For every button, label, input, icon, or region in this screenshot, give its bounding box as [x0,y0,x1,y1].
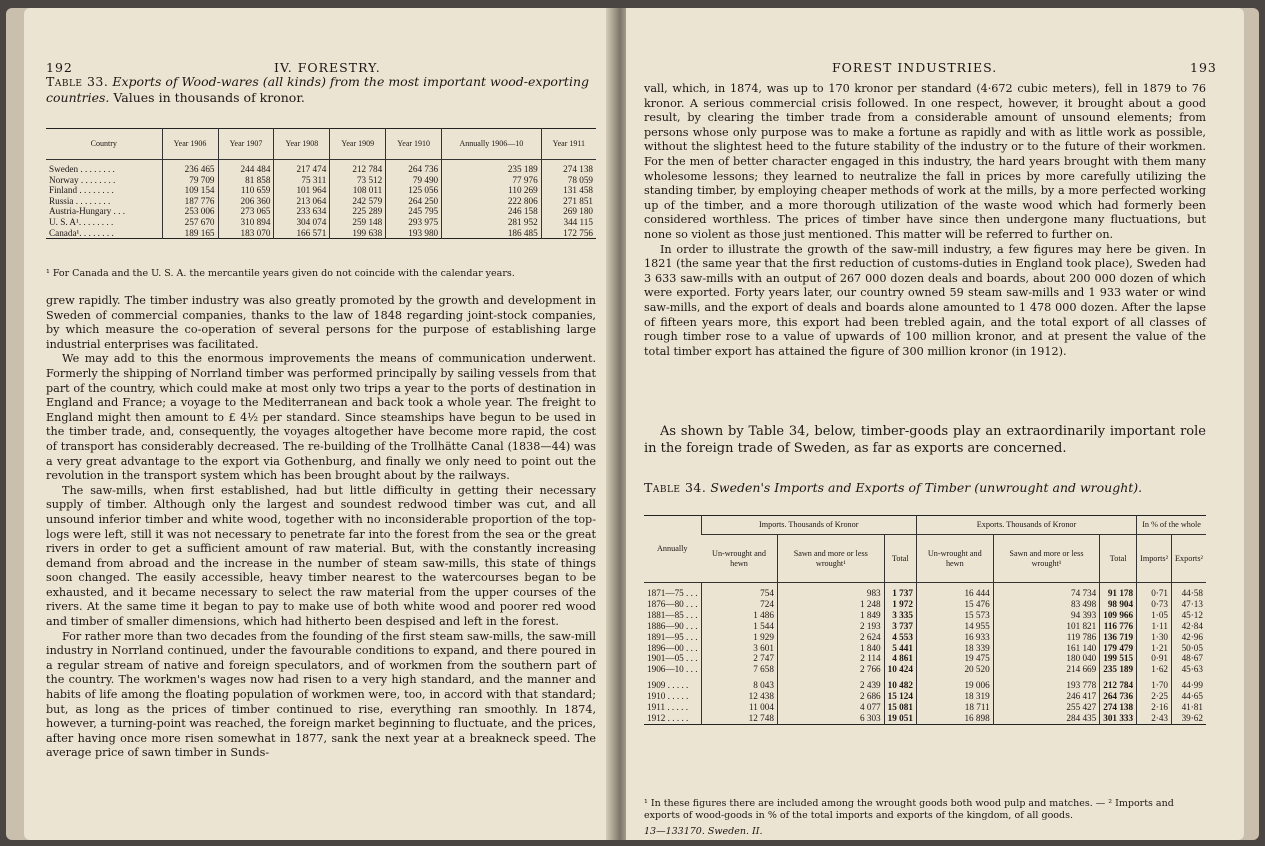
table-cell: 4 553 [884,632,916,643]
right-page [626,8,1244,840]
paragraph: For rather more than two decades from the founding of the first steam saw-mills, the saw-mill industry in Norrland continued, under the favourable conditions to expand, and there poured in a regular stream of native and foreign speculators, and of workmen from the southern part of the country. The workmen's wages now had risen to a very high standard, and the manner and habits of life among the floating population of workmen were, too, in accord with that standard; but, as long as the prices of timber continued to rise, everything ran smoothly. In 1874, however, a turning-point was reached, the foreign market beginning to fluctuate, and the prices, after having once more risen somewhat in 1877, sank the next year at a breakneck speed. The average price of sawn timber in Sunds- [46,629,596,760]
row-label: 1891—95 . . . [647,631,698,642]
table-cell: 109 966 [1100,610,1137,621]
table-row [46,217,596,228]
table-cell: 44·99 [1172,675,1206,691]
table-cell: 19 006 [916,675,993,691]
table-33-label: Table 33. [46,74,109,89]
paragraph: We may add to this the enormous improvements the means of communication underwent. Formerly the shipping of Norrland timber was performed principally by sailing vessels from that part of the country, which could make at most only two trips a year to the ports of destination in England and France; a voyage to the Mediterranean and back took a whole year. The freight to England might then amount to £ 4½ per standard. Since steamships have begun to be used in the timber trade, and, consequently, the voyages altogether have become more rapid, the cost of transport has considerably decreased. The re-building of the Trollhätte Canal (1838—44) was a very great advantage to the export via Gothenburg, and finally we only need to point out the revolution in the transport system which has been brought about by the railways. [46,352,596,483]
table-cell: 11 004 [701,702,777,713]
table-cell: 81 858 [218,175,274,186]
col-header: Imports² [1137,535,1172,583]
table-cell: 1·30 [1137,632,1172,643]
table-cell: 199 638 [330,228,386,239]
table-cell: 7 658 [701,664,777,675]
row-label: Finland . . . . . . . . [49,185,114,196]
table-cell: 281 952 [442,217,542,228]
table-cell: 78 059 [541,175,596,186]
page-number: 192 [46,60,73,75]
col-header: Year 1907 [218,129,274,160]
table-34 [644,515,1206,725]
table-cell: 271 851 [541,196,596,207]
table-cell: 2 686 [777,691,884,702]
table-cell: 754 [701,583,777,599]
table-cell: 257 670 [162,217,218,228]
group-header-imports: Imports. Thousands of Kronor [701,516,916,535]
table-cell: 187 776 [162,196,218,207]
row-label: 1881—85 . . . [647,609,698,620]
table-cell: 246 158 [442,206,542,217]
table-cell: 42·96 [1172,632,1206,643]
table-cell: 225 289 [330,206,386,217]
table-row [644,702,1206,713]
col-header: Un-wrought and hewn [916,535,993,583]
table-row [46,175,596,186]
table-cell: 304 074 [274,217,330,228]
table-cell: 41·81 [1172,702,1206,713]
row-label: U. S. A¹. . . . . . . . [49,216,114,227]
table-cell: 101 821 [993,621,1100,632]
col-header: Sawn and more or less wrought¹ [993,535,1100,583]
row-label: 1910 . . . . . [647,691,689,702]
row-label: Russia . . . . . . . . [49,195,111,206]
table-cell: 344 115 [541,217,596,228]
table-cell: 136 719 [1100,632,1137,643]
table-cell: 253 006 [162,206,218,217]
table-cell: 217 474 [274,160,330,175]
running-head: FOREST INDUSTRIES. [832,60,998,75]
table-cell: 212 784 [330,160,386,175]
right-body-text [644,82,1206,359]
col-header: Exports² [1172,535,1206,583]
table-34-footnote: ¹ In these figures there are included among the wrought goods both wood pulp and matches. — ² Imports and exports of wood-goods in % of the total imports and exports of the kingdom, of all goods. [644,798,1174,821]
table-cell: 15 573 [916,610,993,621]
row-label: 1912 . . . . . [647,712,689,723]
table-cell: 14 955 [916,621,993,632]
table-cell: 246 417 [993,691,1100,702]
table-cell: 259 148 [330,217,386,228]
row-label: Canada¹. . . . . . . . [49,227,114,238]
table-cell: 0·73 [1137,599,1172,610]
table-34-lead: As shown by Table 34, below, timber-goods play an extraordinarily important role in the foreign trade of Sweden, as far as exports are concerned. [644,424,1206,456]
table-33-caption [46,74,596,106]
table-cell: 0·71 [1137,583,1172,599]
row-label: Austria-Hungary . . . [49,206,126,217]
table-cell: 2 114 [777,653,884,664]
table-cell: 48·67 [1172,653,1206,664]
table-row [644,632,1206,643]
table-cell: 3 335 [884,610,916,621]
table-cell: 264 736 [1100,691,1137,702]
table-cell: 235 189 [442,160,542,175]
table-cell: 12 438 [701,691,777,702]
table-cell: 245 795 [386,206,442,217]
table-cell: 12 748 [701,713,777,724]
table-cell: 273 065 [218,206,274,217]
table-cell: 42·84 [1172,621,1206,632]
table-cell: 119 786 [993,632,1100,643]
paragraph: The saw-mills, when first established, had but little difficulty in getting their necessary supply of timber. Although only the largest and soundest redwood timber was cut, and all unsound inferior timber and white wood, together with no inconsiderable proportion of the top-logs were left, still it was not necessary to penetrate far into the forest from the sea or the great rivers in order to get a sufficient amount of raw material. But, with the constantly increasing demand from abroad and the increase in the number of steam saw-mills, this state of things soon changed. The easily accessible, heavy timber nearest to the watercourses began to be exhausted, and it became necessary to select the raw material from the upper courses of the rivers. At the same time it began to pay to make use of both white wood and poorer red wood and timber of smaller dimensions, which had hitherto been despised and left in the forest. [46,483,596,629]
table-cell: 77 976 [442,175,542,186]
table-cell: 20 520 [916,664,993,675]
table-cell: 0·91 [1137,653,1172,664]
table-row [46,228,596,239]
table-cell: 45·12 [1172,610,1206,621]
table-row [644,675,1206,691]
table-cell: 10 424 [884,664,916,675]
table-row [46,196,596,207]
col-header: Year 1910 [386,129,442,160]
col-header: Total [1100,535,1137,583]
left-body-text [46,294,596,761]
table-cell: 1 849 [777,610,884,621]
table-cell: 193 980 [386,228,442,239]
table-cell: 222 806 [442,196,542,207]
table-row [644,621,1206,632]
table-cell: 189 165 [162,228,218,239]
table-cell: 15 081 [884,702,916,713]
table-cell: 214 669 [993,664,1100,675]
col-header: Sawn and more or less wrought¹ [777,535,884,583]
table-cell: 94 393 [993,610,1100,621]
book-spread [6,8,1259,840]
table-cell: 186 485 [442,228,542,239]
table-cell: 116 776 [1100,621,1137,632]
table-cell: 206 360 [218,196,274,207]
table-cell: 39·62 [1172,713,1206,724]
table-row [46,185,596,196]
table-cell: 110 269 [442,185,542,196]
table-cell: 2 624 [777,632,884,643]
table-cell: 45·63 [1172,664,1206,675]
table-cell: 3 737 [884,621,916,632]
table-cell: 242 579 [330,196,386,207]
table-cell: 284 435 [993,713,1100,724]
table-cell: 18 339 [916,643,993,654]
table-cell: 1·05 [1137,610,1172,621]
table-cell: 2·43 [1137,713,1172,724]
table-33-units: Values in thousands of kronor. [113,90,305,105]
table-row [46,206,596,217]
table-cell: 108 011 [330,185,386,196]
col-header-annually: Annually [644,516,701,583]
table-cell: 4 077 [777,702,884,713]
table-cell: 8 043 [701,675,777,691]
row-label: Norway . . . . . . . . [49,174,116,185]
table-cell: 3 601 [701,643,777,654]
table-cell: 2·16 [1137,702,1172,713]
table-cell: 1 929 [701,632,777,643]
table-cell: 1 840 [777,643,884,654]
row-label: 1901—05 . . . [647,653,698,664]
group-header-exports: Exports. Thousands of Kronor [916,516,1136,535]
signature-mark: 13—133170. Sweden. II. [644,826,763,837]
table-cell: 47·13 [1172,599,1206,610]
table-row [46,160,596,175]
row-label: Sweden . . . . . . . . [49,164,115,174]
col-header: Total [884,535,916,583]
table-cell: 110 659 [218,185,274,196]
table-cell: 75 311 [274,175,330,186]
table-cell: 50·05 [1172,643,1206,654]
table-cell: 255 427 [993,702,1100,713]
table-33-footnote: ¹ For Canada and the U. S. A. the mercantile years given do not coincide with the calendar years. [46,268,515,279]
table-cell: 125 056 [386,185,442,196]
table-row [644,664,1206,675]
table-34-title: Sweden's Imports and Exports of Timber (unwrought and wrought). [710,480,1143,495]
table-row [644,653,1206,664]
table-cell: 83 498 [993,599,1100,610]
table-cell: 264 250 [386,196,442,207]
running-head: IV. FORESTRY. [274,60,381,75]
table-cell: 1 486 [701,610,777,621]
table-cell: 2 766 [777,664,884,675]
table-cell: 301 333 [1100,713,1137,724]
table-cell: 15 476 [916,599,993,610]
col-header: Year 1906 [162,129,218,160]
table-cell: 15 124 [884,691,916,702]
table-cell: 1·21 [1137,643,1172,654]
table-cell: 264 736 [386,160,442,175]
table-cell: 2 747 [701,653,777,664]
table-cell: 16 444 [916,583,993,599]
paragraph: grew rapidly. The timber industry was also greatly promoted by the growth and development in Sweden of commercial companies, thanks to the law of 1848 regarding joint-stock companies, by which measure the co-operation of several persons for the purpose of establishing large industrial enterprises was facilitated. [46,294,596,351]
table-cell: 724 [701,599,777,610]
table-cell: 1 737 [884,583,916,599]
table-cell: 10 482 [884,675,916,691]
row-label: 1896—00 . . . [647,642,698,653]
paragraph: In order to illustrate the growth of the saw-mill industry, a few figures may here be given. In 1821 (the same year that the first reduction of customs-duties in England took place), Sweden had 3 633 saw-mills with an output of 267 000 dozen deals and boards, about 200 000 dozen of which were exported. Forty years later, our country owned 59 steam saw-mills and 1 933 water or wind saw-mills, and the export of deals and boards alone amounted to 1 478 000 dozen. After the lapse of fifteen years more, this export had been trebled again, and the total export of all classes of rough timber rose to a value of upwards of 100 million kronor, and at present the value of the total timber export has attained the figure of 300 million kronor (in 1912). [644,242,1206,358]
row-label: 1876—80 . . . [647,598,698,609]
table-cell: 180 040 [993,653,1100,664]
table-cell: 213 064 [274,196,330,207]
table-cell: 18 711 [916,702,993,713]
table-cell: 91 178 [1100,583,1137,599]
table-cell: 179 479 [1100,643,1137,654]
table-cell: 1 248 [777,599,884,610]
table-cell: 4 861 [884,653,916,664]
table-cell: 44·65 [1172,691,1206,702]
row-label: 1911 . . . . . [647,702,689,713]
table-row [644,610,1206,621]
table-cell: 310 894 [218,217,274,228]
table-cell: 79 490 [386,175,442,186]
table-cell: 2 193 [777,621,884,632]
row-label: 1871—75 . . . [647,588,698,598]
row-label: 1909 . . . . . [647,680,689,691]
table-cell: 274 138 [1100,702,1137,713]
table-cell: 101 964 [274,185,330,196]
table-cell: 193 778 [993,675,1100,691]
table-cell: 19 051 [884,713,916,724]
table-cell: 79 709 [162,175,218,186]
table-cell: 236 465 [162,160,218,175]
table-cell: 109 154 [162,185,218,196]
table-33 [46,128,596,239]
table-cell: 98 904 [1100,599,1137,610]
col-header: Annually 1906—10 [442,129,542,160]
table-cell: 269 180 [541,206,596,217]
col-header: Un-wrought and hewn [701,535,777,583]
table-34-caption [644,480,1206,496]
table-cell: 131 458 [541,185,596,196]
table-cell: 44·58 [1172,583,1206,599]
col-header: Year 1908 [274,129,330,160]
table-cell: 293 975 [386,217,442,228]
table-cell: 6 303 [777,713,884,724]
table-row [644,713,1206,724]
table-cell: 244 484 [218,160,274,175]
table-cell: 274 138 [541,160,596,175]
table-cell: 199 515 [1100,653,1137,664]
table-cell: 233 634 [274,206,330,217]
table-cell: 161 140 [993,643,1100,654]
table-cell: 5 441 [884,643,916,654]
table-cell: 2 439 [777,675,884,691]
table-cell: 166 571 [274,228,330,239]
table-cell: 212 784 [1100,675,1137,691]
col-header: Year 1909 [330,129,386,160]
table-cell: 2·25 [1137,691,1172,702]
paragraph: vall, which, in 1874, was up to 170 kronor per standard (4·672 cubic meters), fell in 1879 to 76 kronor. A serious commercial crisis followed. In one respect, however, it brought about a good result, by clearing the timber trade from a considerable amount of unsound elements; from persons whose only purpose was to make a fortune as rapidly and with as little work as possible, without the slightest heed to the future stability of the industry or to the future of their workmen. For the men of better character engaged in this industry, the hard years brought with them many wholesome lessons; they learned to neutralize the fall in prices by more carefully utilizing the standing timber, by employing cheaper methods of work at the mills, by a more perfected working up of the timber, and a more thorough utilization of the waste wood which had formerly been considered worthless. The prices of timber have since then undergone many fluctuations, but none so violent as those just mentioned. This matter will be referred to further on. [644,82,1206,241]
left-page [24,8,614,840]
table-cell: 1 544 [701,621,777,632]
col-header: Country [46,129,162,160]
table-cell: 183 070 [218,228,274,239]
table-34-label: Table 34. [644,480,707,495]
page-number: 193 [1190,60,1217,75]
table-cell: 19 475 [916,653,993,664]
table-row [644,583,1206,599]
table-row [644,599,1206,610]
col-header: Year 1911 [541,129,596,160]
row-label: 1886—90 . . . [647,620,698,631]
table-cell: 18 319 [916,691,993,702]
table-33-title: Exports of Wood-wares (all kinds) from the most important wood-exporting countries. [46,74,589,105]
table-cell: 16 898 [916,713,993,724]
table-cell: 983 [777,583,884,599]
table-cell: 1·62 [1137,664,1172,675]
table-cell: 235 189 [1100,664,1137,675]
table-cell: 1·70 [1137,675,1172,691]
table-cell: 1·11 [1137,621,1172,632]
table-cell: 172 756 [541,228,596,239]
table-row [644,643,1206,654]
table-row [644,691,1206,702]
table-cell: 74 734 [993,583,1100,599]
table-cell: 1 972 [884,599,916,610]
group-header-percent: In % of the whole [1137,516,1206,535]
table-cell: 16 933 [916,632,993,643]
table-cell: 73 512 [330,175,386,186]
row-label: 1906—10 . . . [647,664,698,675]
